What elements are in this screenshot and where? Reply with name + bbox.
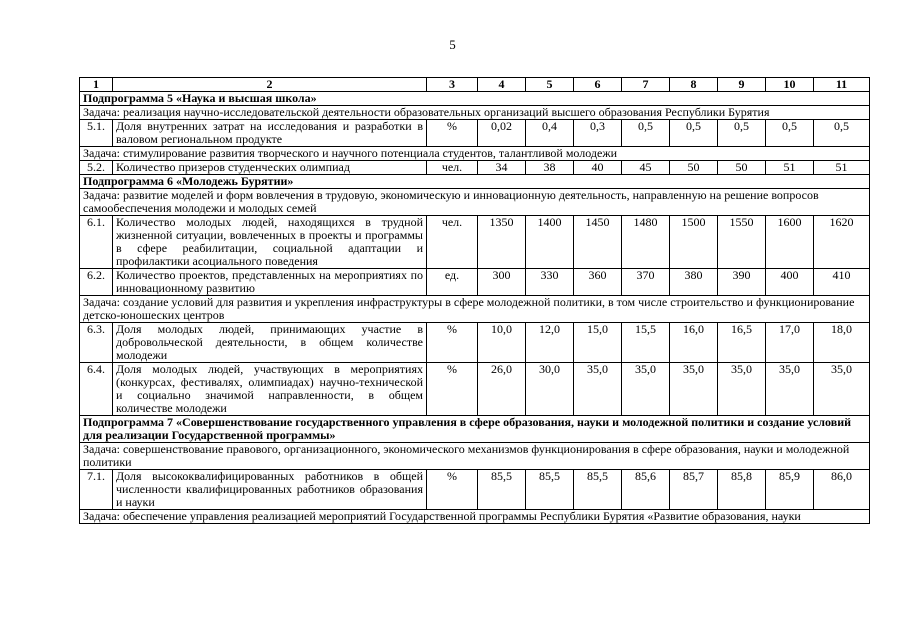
indicator-number: 5.1. <box>80 120 113 147</box>
indicator-value: 40 <box>574 161 622 175</box>
subprogram-row <box>80 416 870 443</box>
indicator-number: 6.4. <box>80 363 113 416</box>
header-cell: 8 <box>670 78 718 92</box>
header-cell: 7 <box>622 78 670 92</box>
indicator-value: 85,8 <box>718 470 766 510</box>
indicator-name: Количество призеров студенческих олимпиад <box>113 161 427 175</box>
indicator-row <box>80 120 870 147</box>
table-body <box>80 78 870 524</box>
indicator-value: 0,5 <box>814 120 870 147</box>
task-text: Задача: создание условий для развития и укрепления инфраструктуры в сфере молодежной политики, в том числе строительство и функционирование детско-юношеских центров <box>80 296 870 323</box>
indicator-value: 51 <box>766 161 814 175</box>
header-cell: 11 <box>814 78 870 92</box>
task-text: Задача: развитие моделей и форм вовлечения в трудовую, экономическую и инновационную деятельность, направленную на решение вопросов самообеспечения молодежи и молодых семей <box>80 189 870 216</box>
subprogram-title: Подпрограмма 6 «Молодежь Бурятии» <box>80 175 870 189</box>
indicator-value: 1620 <box>814 216 870 269</box>
indicator-value: 86,0 <box>814 470 870 510</box>
subprogram-title: Подпрограмма 7 «Совершенствование государственного управления в сфере образования, науки и молодежной политики и создание условий для реализации Государственной программы» <box>80 416 870 443</box>
indicator-name: Доля молодых людей, принимающих участие в добровольческой деятельности, в общем количестве молодежи <box>113 323 427 363</box>
header-cell: 1 <box>80 78 113 92</box>
indicator-value: 1480 <box>622 216 670 269</box>
indicator-row <box>80 323 870 363</box>
header-cell: 5 <box>526 78 574 92</box>
indicator-value: 0,4 <box>526 120 574 147</box>
indicators-table <box>79 77 870 524</box>
indicator-name: Доля внутренних затрат на исследования и разработки в валовом региональном продукте <box>113 120 427 147</box>
header-cell: 4 <box>478 78 526 92</box>
indicator-value: 35,0 <box>622 363 670 416</box>
indicator-value: 0,3 <box>574 120 622 147</box>
indicator-value: 390 <box>718 269 766 296</box>
indicator-value: 35,0 <box>718 363 766 416</box>
indicator-number: 5.2. <box>80 161 113 175</box>
indicator-value: 38 <box>526 161 574 175</box>
indicator-value: 15,5 <box>622 323 670 363</box>
indicator-value: 0,5 <box>622 120 670 147</box>
indicator-unit: % <box>427 363 478 416</box>
indicator-unit: % <box>427 470 478 510</box>
task-row <box>80 189 870 216</box>
indicator-unit: % <box>427 323 478 363</box>
indicator-value: 1400 <box>526 216 574 269</box>
indicator-unit: чел. <box>427 161 478 175</box>
indicator-value: 1600 <box>766 216 814 269</box>
indicator-value: 330 <box>526 269 574 296</box>
task-row <box>80 106 870 120</box>
header-cell: 3 <box>427 78 478 92</box>
indicator-unit: % <box>427 120 478 147</box>
indicator-name: Доля молодых людей, участвующих в мероприятиях (конкурсах, фестивалях, олимпиадах) научно-технической и социально значимой направленности, в общем количестве молодежи <box>113 363 427 416</box>
indicator-value: 26,0 <box>478 363 526 416</box>
indicator-value: 85,7 <box>670 470 718 510</box>
indicator-value: 35,0 <box>574 363 622 416</box>
indicator-value: 16,5 <box>718 323 766 363</box>
indicator-number: 6.3. <box>80 323 113 363</box>
indicator-name: Количество молодых людей, находящихся в трудной жизненной ситуации, вовлеченных в проекты и программы в сфере реабилитации, социальной адаптации и профилактики асоциального поведения <box>113 216 427 269</box>
subprogram-row <box>80 92 870 106</box>
subprogram-title: Подпрограмма 5 «Наука и высшая школа» <box>80 92 870 106</box>
indicator-name: Количество проектов, представленных на мероприятиях по инновационному развитию <box>113 269 427 296</box>
task-text: Задача: обеспечение управления реализацией мероприятий Государственной программы Республики Бурятия «Развитие образования, науки <box>80 510 870 524</box>
task-row <box>80 296 870 323</box>
indicator-value: 35,0 <box>814 363 870 416</box>
indicator-value: 50 <box>718 161 766 175</box>
task-row <box>80 147 870 161</box>
indicator-value: 0,5 <box>766 120 814 147</box>
indicator-value: 35,0 <box>670 363 718 416</box>
indicator-value: 380 <box>670 269 718 296</box>
indicator-value: 35,0 <box>766 363 814 416</box>
indicator-value: 17,0 <box>766 323 814 363</box>
subprogram-row <box>80 175 870 189</box>
indicator-value: 0,5 <box>670 120 718 147</box>
header-cell: 9 <box>718 78 766 92</box>
indicator-value: 15,0 <box>574 323 622 363</box>
header-cell: 2 <box>113 78 427 92</box>
indicator-number: 7.1. <box>80 470 113 510</box>
header-row <box>80 78 870 92</box>
indicator-value: 360 <box>574 269 622 296</box>
indicator-value: 0,5 <box>718 120 766 147</box>
indicator-value: 34 <box>478 161 526 175</box>
indicator-unit: чел. <box>427 216 478 269</box>
indicator-value: 1550 <box>718 216 766 269</box>
indicator-value: 85,6 <box>622 470 670 510</box>
indicator-value: 85,5 <box>574 470 622 510</box>
indicator-row <box>80 269 870 296</box>
indicator-row <box>80 470 870 510</box>
task-text: Задача: стимулирование развития творческого и научного потенциала студентов, талантливой молодежи <box>80 147 870 161</box>
indicator-value: 85,5 <box>478 470 526 510</box>
indicator-value: 50 <box>670 161 718 175</box>
indicator-value: 51 <box>814 161 870 175</box>
indicator-value: 300 <box>478 269 526 296</box>
indicator-value: 10,0 <box>478 323 526 363</box>
indicator-value: 0,02 <box>478 120 526 147</box>
indicator-value: 45 <box>622 161 670 175</box>
header-cell: 10 <box>766 78 814 92</box>
indicator-value: 16,0 <box>670 323 718 363</box>
indicator-value: 85,5 <box>526 470 574 510</box>
indicator-value: 400 <box>766 269 814 296</box>
task-row <box>80 510 870 524</box>
indicator-row <box>80 161 870 175</box>
indicator-value: 370 <box>622 269 670 296</box>
task-row <box>80 443 870 470</box>
indicator-number: 6.1. <box>80 216 113 269</box>
indicator-unit: ед. <box>427 269 478 296</box>
indicator-value: 18,0 <box>814 323 870 363</box>
indicator-value: 1350 <box>478 216 526 269</box>
indicator-number: 6.2. <box>80 269 113 296</box>
indicator-value: 1450 <box>574 216 622 269</box>
header-cell: 6 <box>574 78 622 92</box>
indicator-row <box>80 363 870 416</box>
task-text: Задача: реализация научно-исследовательской деятельности образовательных организаций высшего образования Республики Бурятия <box>80 106 870 120</box>
indicator-row <box>80 216 870 269</box>
indicator-value: 1500 <box>670 216 718 269</box>
indicator-value: 12,0 <box>526 323 574 363</box>
indicator-name: Доля высококвалифицированных работников в общей численности квалифицированных работников образования и науки <box>113 470 427 510</box>
page-number: 5 <box>449 37 456 52</box>
task-text: Задача: совершенствование правового, организационного, экономического механизмов функционирования в сфере образования, науки и молодежной политики <box>80 443 870 470</box>
indicator-value: 410 <box>814 269 870 296</box>
indicator-value: 30,0 <box>526 363 574 416</box>
indicator-value: 85,9 <box>766 470 814 510</box>
